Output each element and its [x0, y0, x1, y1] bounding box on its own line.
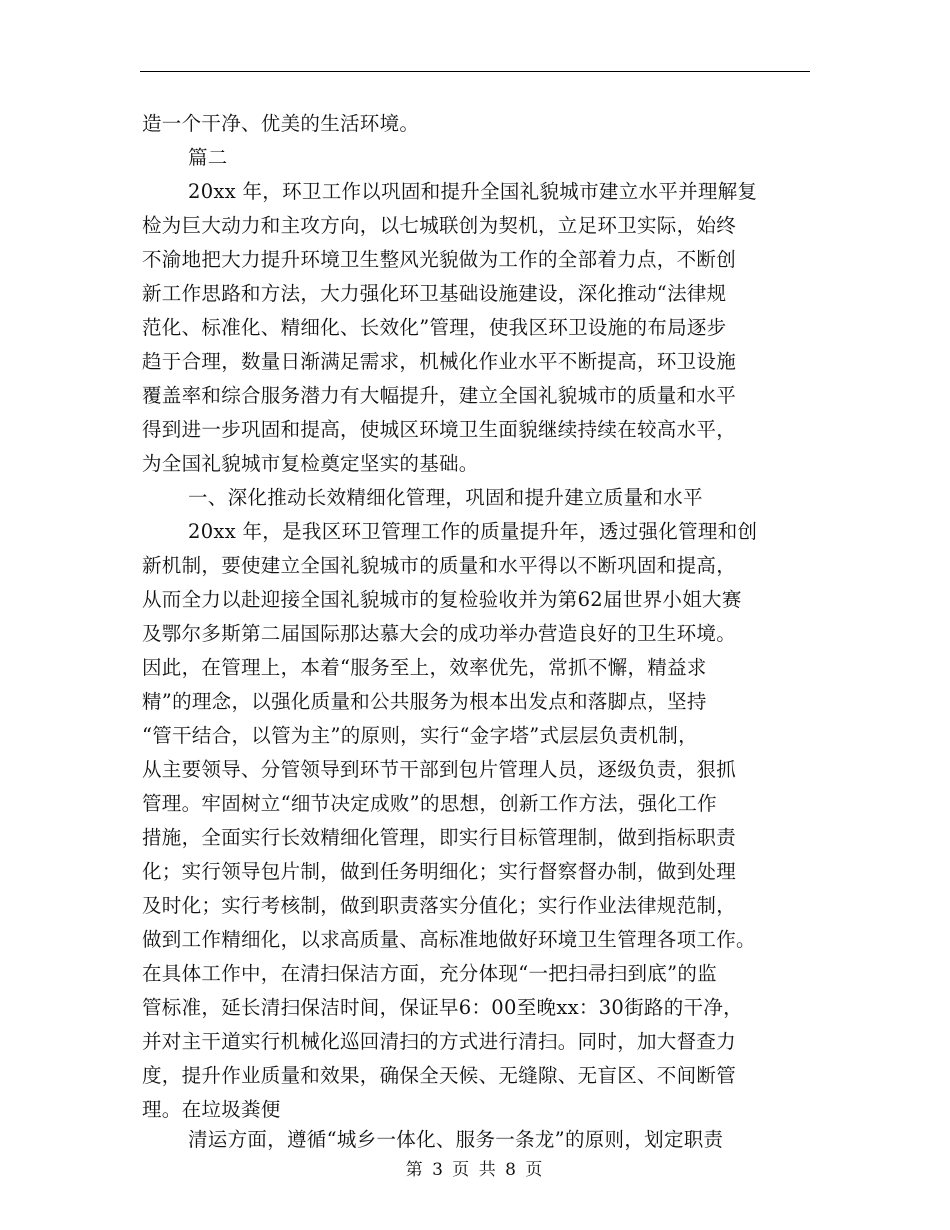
text-line: 造一个干净、优美的生活环境。 [142, 112, 420, 135]
text-line: 理。在垃圾粪便 [142, 1098, 281, 1121]
text-line: 范化、标准化、精细化、长效化”管理，使我区环卫设施的布局逐步 [142, 316, 727, 339]
text-line: 20xx 年，环卫工作以巩固和提升全国礼貌城市建立水平并理解复 [188, 180, 758, 203]
text-line: 化；实行领导包片制，做到任务明细化；实行督察督办制，做到处理 [142, 860, 737, 883]
text-line: 从而全力以赴迎接全国礼貌城市的复检验收并为第62届世界小姐大赛 [142, 588, 742, 611]
text-line: 20xx 年，是我区环卫管理工作的质量提升年，透过强化管理和创 [188, 520, 758, 543]
section-heading: 篇二 [188, 146, 228, 169]
page-number: 第 3 页 共 8 页 [405, 1160, 545, 1180]
text-line: 覆盖率和综合服务潜力有大幅提升，建立全国礼貌城市的质量和水平 [142, 384, 737, 407]
text-line: 趋于合理，数量日渐满足需求，机械化作业水平不断提高，环卫设施 [142, 350, 737, 373]
text-line: 及时化；实行考核制，做到职责落实分值化；实行作业法律规范制， [142, 894, 737, 917]
text-line: 得到进一步巩固和提高，使城区环境卫生面貌继续持续在较高水平， [142, 418, 737, 441]
text-line: 及鄂尔多斯第二届国际那达慕大会的成功举办营造良好的卫生环境。 [142, 622, 737, 645]
text-line: 并对主干道实行机械化巡回清扫的方式进行清扫。同时，加大督查力 [142, 1030, 737, 1053]
text-line: “管干结合，以管为主”的原则，实行“金字塔”式层层负责机制， [142, 724, 698, 747]
text-line: 检为巨大动力和主攻方向，以七城联创为契机，立足环卫实际，始终 [142, 214, 737, 237]
text-line: 在具体工作中，在清扫保洁方面，充分体现“一把扫帚扫到底”的监 [142, 962, 717, 985]
text-line: 做到工作精细化，以求高质量、高标准地做好环境卫生管理各项工作。 [142, 928, 756, 951]
section-heading: 一、深化推动长效精细化管理，巩固和提升建立质量和水平 [188, 486, 703, 509]
text-line: 精”的理念，以强化质量和公共服务为根本出发点和落脚点，坚持 [142, 690, 707, 713]
header-rule [140, 71, 810, 72]
text-line: 因此，在管理上，本着“服务至上，效率优先，常抓不懈，精益求 [142, 656, 707, 679]
text-line: 度，提升作业质量和效果，确保全天候、无缝隙、无盲区、不间断管 [142, 1064, 737, 1087]
text-line: 为全国礼貌城市复检奠定坚实的基础。 [142, 452, 479, 475]
text-line: 管理。牢固树立“细节决定成败”的思想，创新工作方法，强化工作 [142, 792, 717, 815]
text-line: 新工作思路和方法，大力强化环卫基础设施建设，深化推动“法律规 [142, 282, 727, 305]
text-line: 清运方面，遵循“城乡一体化、服务一条龙”的原则，划定职责 [188, 1128, 724, 1151]
text-line: 不渝地把大力提升环境卫生整风光貌做为工作的全部着力点，不断创 [142, 248, 737, 271]
text-line: 新机制，要使建立全国礼貌城市的质量和水平得以不断巩固和提高， [142, 554, 737, 577]
text-line: 管标准，延长清扫保洁时间，保证早6：00至晚xx：30街路的干净， [142, 996, 743, 1019]
text-line: 从主要领导、分管领导到环节干部到包片管理人员，逐级负责，狠抓 [142, 758, 737, 781]
text-line: 措施，全面实行长效精细化管理，即实行目标管理制，做到指标职责 [142, 826, 737, 849]
